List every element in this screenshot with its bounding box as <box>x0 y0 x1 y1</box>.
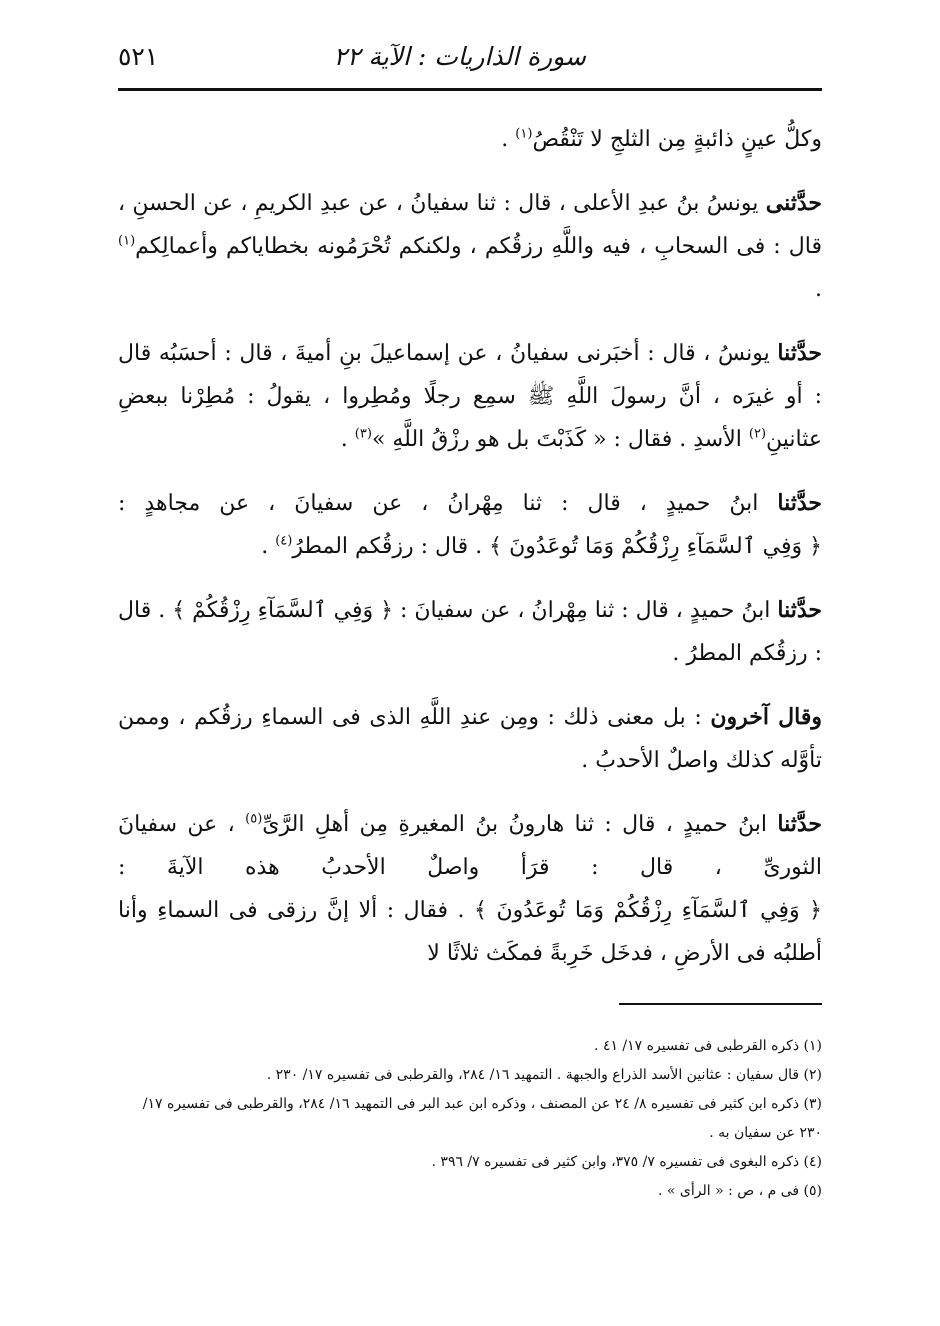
footnote-marker: (٢) <box>748 426 767 442</box>
narration-paragraph <box>118 482 822 568</box>
narration-lead: حدَّثنا <box>777 490 822 516</box>
footnote-marker: (٣) <box>354 426 372 442</box>
narration-text: ابنُ حميدٍ ، قال : ثنا هارونُ بنُ المغيرةِ مِن أهلِ الرَّىِّ <box>262 812 778 837</box>
main-text <box>118 118 822 996</box>
narration-text: يونسُ ، قال : أخبَرنى سفيانُ ، عن إسماعيلَ بنِ أميةَ ، قال : أحسَبُه قال : أو غيرَه ، أنَّ رسولَ اللَّهِ ﷺ سمِع رجلًا ومُطِروا ، يقولُ : مُطِرْنا ببعضِ عثانينِ <box>118 341 822 452</box>
narration-text: : بل معنى ذلك : ومِن عندِ اللَّهِ الذى فى السماءِ رزقُكم ، وممن تأوَّله كذلك واصلٌ الأحدبُ . <box>118 705 822 773</box>
narration-lead: حدَّثنى <box>765 190 822 216</box>
footnote-1: (١) ذكره القرطبى فى تفسيره ١٧/ ٤١ . <box>594 1038 822 1054</box>
quran-quote: ﴿ وَفِي ٱلسَّمَآءِ رِزْقُكُمْ ﴾ <box>165 598 400 623</box>
page-header <box>118 40 822 80</box>
narration-paragraph <box>118 696 822 782</box>
narration-text: ابنُ حميدٍ ، قال : ثنا مِهْرانُ ، عن سفيانَ ، عن مجاهدٍ : <box>118 491 778 516</box>
paragraph-tail: . <box>261 534 276 559</box>
narration-text-continued: ، عن سفيانَ الثورىِّ ، قال : قرَأ واصلٌ الأحدبُ هذه الآيةَ : <box>118 812 822 880</box>
footnote-marker: (١) <box>118 233 136 249</box>
footnote-marker: (١) <box>515 126 533 142</box>
paragraph-tail: . فقال : ألا إنَّ رزقى فى السماءِ وأنا أطلبُه فى الأرضِ ، فدخَل خَرِبةً فمكَث ثلاثًا لا <box>118 898 822 966</box>
footnote-5: (٥) فى م ، ص : « الرأى » . <box>657 1183 822 1199</box>
paragraph-tail: . قال : رزقُكم المطرُ . <box>118 598 822 666</box>
footnote-2: (٢) قال سفيان : عثانين الأسد الذراع والجبهة . التمهيد ١٦/ ٢٨٤، والقرطبى فى تفسيره ١٧/ ٢٣٠ . <box>266 1067 822 1083</box>
paragraph-tail: . <box>501 127 516 152</box>
narration-paragraph <box>118 589 822 675</box>
verse-text: وكلُّ عينٍ ذائبةٍ مِن الثلجِ لا تَنْقُصُ <box>532 127 822 152</box>
footnotes <box>118 1032 822 1206</box>
paragraph-tail: . <box>340 427 355 452</box>
running-title: سورة الذاريات : الآية ٢٢ <box>333 42 586 71</box>
narration-paragraph <box>118 182 822 311</box>
quran-quote: ﴿ وَفِي ٱلسَّمَآءِ رِزْقُكُمْ وَمَا تُوعَدُونَ ﴾ <box>482 534 822 559</box>
narration-text-continued: الأسدِ . فقال : « كَذَبْتَ بل هو رزْقُ اللَّهِ » <box>371 427 749 452</box>
narration-paragraph <box>118 332 822 461</box>
footnote-rule <box>619 1003 822 1005</box>
narration-lead: حدَّثنا <box>777 597 823 623</box>
footnote-4: (٤) ذكره البغوى فى تفسيره ٧/ ٣٧٥، وابن كثير فى تفسيره ٧/ ٣٩٦ . <box>431 1154 822 1170</box>
footnote-marker: (٤) <box>275 533 293 549</box>
narration-text: ابنُ حميدٍ ، قال : ثنا مِهْرانُ ، عن سفيانَ : <box>399 598 778 623</box>
footnote-marker: (٥) <box>245 811 263 827</box>
narration-text: يونسُ بنُ عبدِ الأعلى ، قال : ثنا سفيانُ ، عن عبدِ الكريمِ ، عن الحسنِ ، قال : فى السحابِ ، فيه واللَّهِ رزقُكم ، ولكنكم تُحْرَمُونه بخطاياكم وأعمالِكم <box>118 191 822 259</box>
footnote-3: (٣) ذكره ابن كثير فى تفسيره ٨/ ٢٤ عن المصنف ، وذكره ابن عبد البر فى التمهيد ١٦/ ٢٨٤، والقرطبى فى تفسيره ١٧/ ٢٣٠ عن سفيان به . <box>142 1096 822 1141</box>
verse-line <box>118 118 822 161</box>
quran-quote: ﴿ وَفِي ٱلسَّمَآءِ رِزْقُكُمْ وَمَا تُوعَدُونَ ﴾ <box>464 898 822 923</box>
narration-lead: حدَّثنا <box>777 340 822 366</box>
narration-text-continued: . قال : رزقُكم المطرُ <box>292 534 483 559</box>
page-number: ٥٢١ <box>118 42 159 71</box>
narration-lead: وقال آخرون <box>710 704 822 730</box>
narration-lead: حدَّثنا <box>777 811 823 837</box>
paragraph-tail: . <box>815 277 822 302</box>
narration-paragraph <box>118 803 822 975</box>
header-rule <box>118 88 822 91</box>
